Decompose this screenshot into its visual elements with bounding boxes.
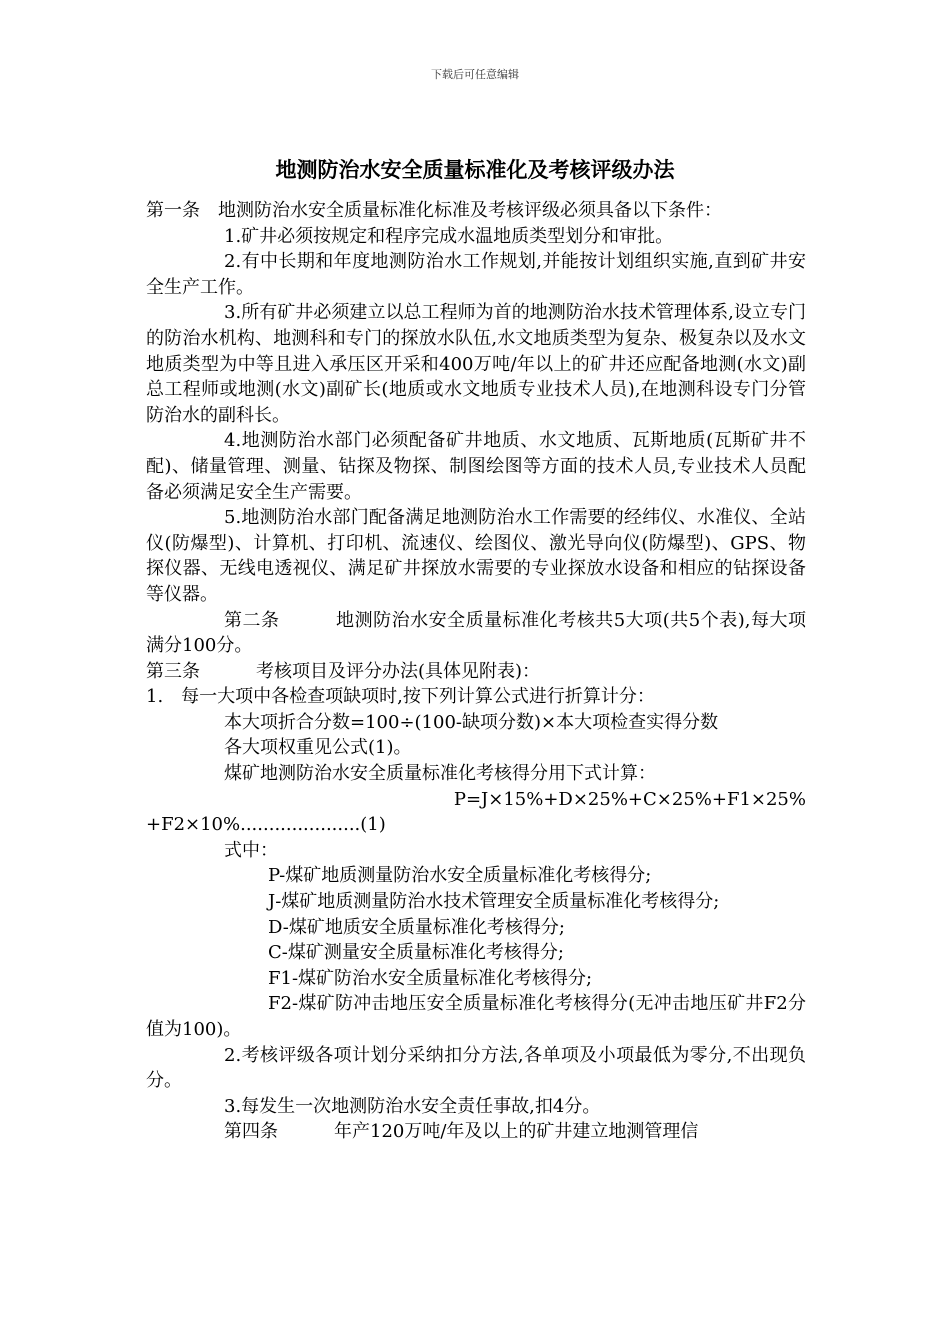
weight-note: 各大项权重见公式(1)。 xyxy=(224,737,412,759)
rule-1: 1. 每一大项中各检查项缺项时,按下列计算公式进行折算计分： xyxy=(146,686,655,708)
article-2-text: 地测防治水安全质量标准化考核共5大项(共5个表),每大项满分100分。 xyxy=(146,609,807,657)
def-p: P-煤矿地质测量防治水安全质量标准化考核得分; xyxy=(268,865,652,887)
article-2 xyxy=(146,608,806,659)
item-4: 4.地测防治水部门必须配备矿井地质、水文地质、瓦斯地质(瓦斯矿井不配)、储量管理、测量、钻探及物探、制图绘图等方面的技术人员,专业技术人员配备必须满足安全生产需要。 xyxy=(146,430,806,503)
item-2: 2.有中长期和年度地测防治水工作规划,并能按计划组织实施,直到矿井安全生产工作。 xyxy=(146,251,806,298)
article-4-label: 第四条 xyxy=(224,1121,278,1143)
score-formula-line-2: +F2×10%.....................(1) xyxy=(146,814,386,836)
item-5: 5.地测防治水部门配备满足地测防治水工作需要的经纬仪、水准仪、全站仪(防爆型)、计算机、打印机、流速仪、绘图仪、激光导向仪(防爆型)、GPS、物探仪器、无线电透视仪、满足矿井探放水需要的专业探放水设备和相应的钻探设备等仪器。 xyxy=(146,507,806,605)
article-4-text: 年产120万吨/年及以上的矿井建立地测管理信 xyxy=(334,1121,699,1143)
def-f2: F2-煤矿防冲击地压安全质量标准化考核得分(无冲击地压矿井F2分值为100)。 xyxy=(146,993,806,1040)
article-1: 第一条 地测防治水安全质量标准化标准及考核评级必须具备以下条件： xyxy=(146,200,722,221)
def-j: J-煤矿地质测量防治水技术管理安全质量标准化考核得分; xyxy=(268,891,720,913)
article-3-text: 考核项目及评分办法(具体见附表)： xyxy=(256,660,541,682)
article-3-label: 第三条 xyxy=(146,660,200,682)
document-title: 地测防治水安全质量标准化及考核评级办法 xyxy=(275,158,675,182)
def-f1: F1-煤矿防治水安全质量标准化考核得分; xyxy=(268,967,593,989)
article-3 xyxy=(146,659,806,685)
document-body xyxy=(146,198,806,1145)
where-label: 式中： xyxy=(224,839,278,861)
page-header: 下载后可任意编辑 xyxy=(431,68,519,81)
def-d: D-煤矿地质安全质量标准化考核得分; xyxy=(268,916,565,938)
article-4 xyxy=(146,1119,806,1145)
item-3: 3.所有矿井必须建立以总工程师为首的地测防治水技术管理体系,设立专门的防治水机构、地测科和专门的探放水队伍,水文地质类型为复杂、极复杂以及水文地质类型为中等且进入承压区开采和400万吨/年以上的矿井还应配备地测(水文)副总工程师或地测(水文)副矿长(地质或水文地质专业技术人员),在地测科设专门分管防治水的副科长。 xyxy=(146,302,806,426)
rule-2: 2.考核评级各项计划分采纳扣分方法,各单项及小项最低为零分,不出现负分。 xyxy=(146,1044,806,1092)
conversion-formula: 本大项折合分数=100÷(100-缺项分数)×本大项检查实得分数 xyxy=(224,711,719,733)
item-1: 1.矿井必须按规定和程序完成水温地质类型划分和审批。 xyxy=(224,225,674,247)
score-formula-line-1: P=J×15%+D×25%+C×25%+F1×25% xyxy=(453,788,806,810)
def-c: C-煤矿测量安全质量标准化考核得分; xyxy=(268,942,564,964)
article-2-label: 第二条 xyxy=(224,609,280,631)
rule-3: 3.每发生一次地测防治水安全责任事故,扣4分。 xyxy=(224,1095,601,1117)
score-formula-intro: 煤矿地测防治水安全质量标准化考核得分用下式计算： xyxy=(224,763,656,785)
